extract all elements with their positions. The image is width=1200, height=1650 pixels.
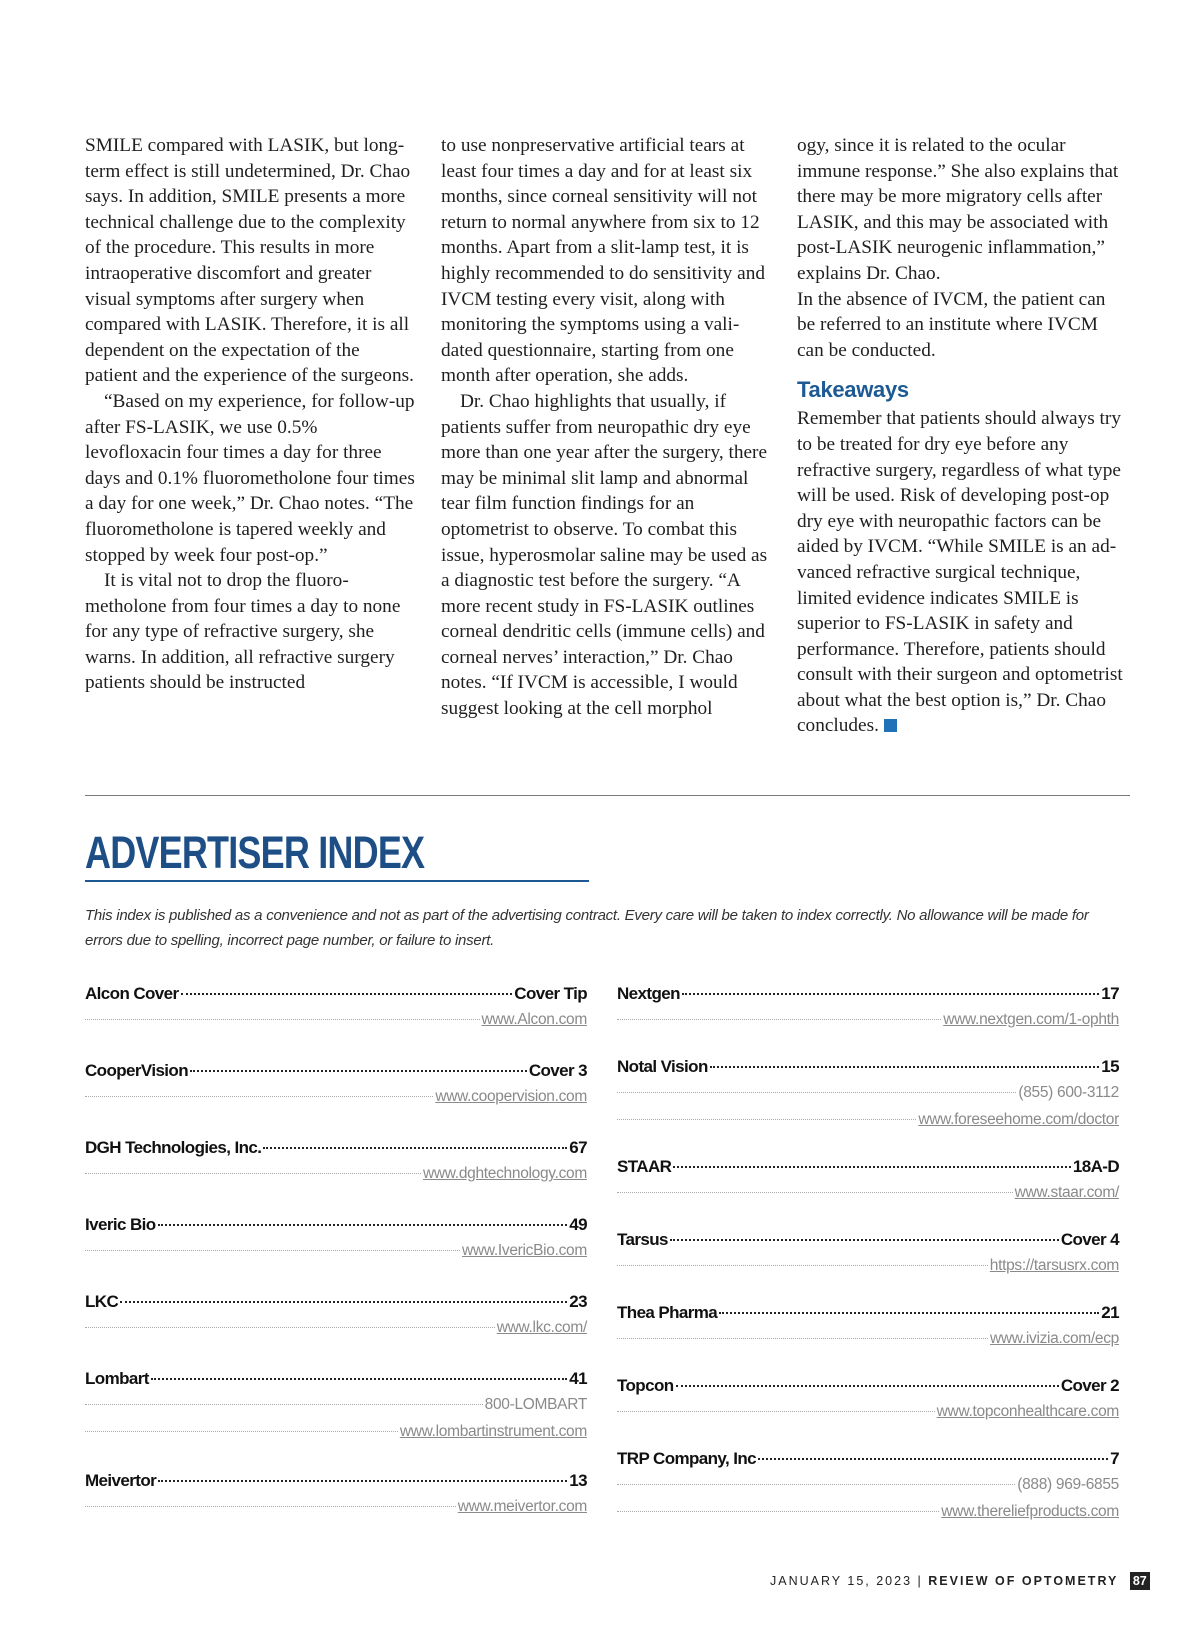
dot-leader (120, 1284, 567, 1303)
advertiser-website-link[interactable]: https://tarsusrx.com (989, 1257, 1119, 1274)
advertiser-contact-row (85, 1083, 587, 1110)
advertiser-entry (85, 1057, 587, 1110)
advertiser-list-left (85, 980, 587, 1520)
page-number: 87 (1130, 1572, 1150, 1590)
dot-leader (85, 1389, 483, 1406)
advertiser-website-link[interactable]: www.meivertor.com (457, 1498, 587, 1515)
end-mark-icon (884, 719, 897, 732)
advertiser-name: Notal Vision (617, 1057, 708, 1076)
dot-leader (85, 1312, 495, 1329)
advertiser-entry (85, 980, 587, 1033)
advertiser-contact-row (617, 1398, 1119, 1425)
dot-leader (617, 1469, 1015, 1486)
footer-separator: | (917, 1574, 923, 1588)
advertiser-entry (617, 1445, 1119, 1525)
dot-leader (673, 1149, 1071, 1168)
advertiser-name: LKC (85, 1292, 119, 1311)
advertiser-name: TRP Company, Inc (617, 1449, 757, 1468)
advertiser-entry (85, 1211, 587, 1264)
advertiser-entry (617, 1226, 1119, 1279)
takeaways-paragraph (797, 406, 1127, 739)
advertiser-website-link[interactable]: www.lombartinstrument.com (399, 1423, 587, 1440)
advertiser-page: 41 (569, 1369, 587, 1388)
advertiser-entry (85, 1467, 587, 1520)
advertiser-page: 7 (1110, 1449, 1119, 1468)
advertiser-row (85, 1057, 587, 1083)
advertiser-row (617, 1299, 1119, 1325)
article-paragraph: to use nonpreservative artificial tears at least four times a day and for at least six months, since corneal sensitivity will not return to normal anywhere from six to 12 months. Apart from a slit-lamp test, it is highly recommended to do sensitivity and IVCM testing every visit, along with monitoring the symptoms using a validated questionnaire, starting from one month after operation, she adds. (441, 135, 765, 387)
advertiser-contact-row (85, 1237, 587, 1264)
advertiser-website-link[interactable]: www.Alcon.com (481, 1011, 587, 1028)
advertiser-entry (85, 1134, 587, 1187)
advertiser-contact-row (617, 1079, 1119, 1106)
advertiser-website-link[interactable]: www.ivizia.com/ecp (990, 1330, 1119, 1347)
dot-leader (151, 1361, 567, 1380)
dot-leader (85, 1158, 421, 1175)
advertiser-page: Cover 2 (1060, 1376, 1119, 1395)
advertiser-name: DGH Technologies, Inc. (85, 1138, 262, 1157)
dot-leader (158, 1463, 567, 1482)
dot-leader (263, 1130, 567, 1149)
advertiser-website-link[interactable]: www.IvericBio.com (462, 1242, 587, 1259)
dot-leader (190, 1053, 527, 1072)
article-paragraph: ogy, since it is related to the ocular immune response.” She also explains that there may be more migratory cells after LASIK, and this may be associated with post-LASIK neurogenic inflammation,” explains Dr. Chao. (797, 135, 1119, 284)
dot-leader (617, 1177, 1013, 1194)
article-column-1 (85, 133, 415, 696)
advertiser-row (85, 1134, 587, 1160)
dot-leader (617, 1496, 939, 1513)
advertiser-row (617, 1372, 1119, 1398)
advertiser-row (85, 1467, 587, 1493)
section-divider (85, 795, 1130, 796)
advertiser-row (617, 1445, 1119, 1471)
article-paragraph: It is vital not to drop the fluorometholone from four times a day to none for any type of refractive surgery, she warns. In addition, all refractive surgery patients should be instructed (85, 570, 401, 694)
advertiser-contact-row (85, 1418, 587, 1445)
dot-leader (676, 1368, 1059, 1387)
dot-leader (85, 1491, 456, 1508)
dot-leader (181, 976, 513, 995)
dot-leader (710, 1049, 1100, 1068)
advertiser-contact-row (617, 1471, 1119, 1498)
title-underline (85, 880, 589, 882)
advertiser-name: Lombart (85, 1369, 149, 1388)
advertiser-name: CooperVision (85, 1061, 189, 1080)
advertiser-website-link[interactable]: www.lkc.com/ (496, 1319, 587, 1336)
advertiser-row (85, 1288, 587, 1314)
advertiser-row (617, 1226, 1119, 1252)
advertiser-contact-row (617, 1498, 1119, 1525)
advertiser-row (85, 1211, 587, 1237)
article-paragraph: In the absence of IVCM, the patient can be referred to an institute where IVCM can be conducted. (797, 288, 1106, 361)
advertiser-name: Alcon Cover (85, 984, 179, 1003)
dot-leader (617, 1004, 941, 1021)
advertiser-page: 49 (569, 1215, 587, 1234)
advertiser-entry (617, 1153, 1119, 1206)
advertiser-page: 21 (1101, 1303, 1119, 1322)
article-paragraph: Dr. Chao highlights that usually, if patients suffer from neuropathic dry eye more than one year after the surgery, there may be minimal slit lamp and abnormal tear film function findings for an optometrist to observe. To combat this issue, hyperosmolar saline may be used as a diagnostic test before the surgery. “A more recent study in FS-LASIK outlines corneal dendritic cells (immune cells) and corneal nerves’ interaction,” Dr. Chao notes. “If IVCM is accessible, I would suggest looking at the cell morphol (441, 390, 768, 720)
advertiser-website-link[interactable]: www.dghtechnology.com (422, 1165, 587, 1182)
takeaways-text: Remember that patients should always try to be treated for dry eye before any refractive surgery, regardless of what type will be used. Risk of developing post-op dry eye with neuropathic factors can be aided by IVCM. “While SMILE is an advanced refractive surgical technique, limited evidence indicates SMILE is superior to FS-LASIK in safety and performance. Therefore, patients should consult with their surgeon and optometrist about what the best option is,” Dr. Chao concludes. (797, 408, 1123, 737)
advertiser-contact-row (617, 1325, 1119, 1352)
advertiser-page: 67 (569, 1138, 587, 1157)
advertiser-entry (617, 1372, 1119, 1425)
dot-leader (617, 1323, 988, 1340)
advertiser-list-right (617, 980, 1119, 1525)
advertiser-phone: 800-LOMBART (484, 1396, 587, 1413)
publication-name: REVIEW OF OPTOMETRY (928, 1574, 1119, 1588)
advertiser-name: Nextgen (617, 984, 680, 1003)
dot-leader (617, 1250, 988, 1267)
article-column-2 (441, 133, 771, 722)
advertiser-row (617, 1153, 1119, 1179)
article-paragraph: SMILE compared with LASIK, but long-term effect is still undetermined, Dr. Chao says. In addition, SMILE presents a more technical challenge due to the complexity of the procedure. This results in more intraoperative discomfort and greater visual symptoms after surgery when compared with LASIK. Therefore, it is all dependent on the expectation of the patient and the experience of the surgeons. (85, 135, 414, 387)
advertiser-contact-row (617, 1179, 1119, 1206)
advertiser-row (617, 1053, 1119, 1079)
advertiser-index-disclaimer: This index is published as a convenience and not as part of the advertising contract. Every care will be taken to index correctly. No allowance will be made for errors due to spelling, incorrect page number, or failure to insert. (85, 907, 1089, 949)
advertiser-entry (85, 1365, 587, 1445)
advertiser-contact-row (617, 1006, 1119, 1033)
advertiser-website-link[interactable]: www.coopervision.com (435, 1088, 587, 1105)
advertiser-website-link[interactable]: www.nextgen.com/1-ophth (943, 1011, 1119, 1028)
dot-leader (719, 1295, 1099, 1314)
advertiser-page: Cover Tip (514, 984, 587, 1003)
dot-leader (617, 1396, 935, 1413)
advertiser-entry (85, 1288, 587, 1341)
dot-leader (158, 1207, 568, 1226)
dot-leader (85, 1235, 460, 1252)
dot-leader (670, 1222, 1059, 1241)
advertiser-entry (617, 1299, 1119, 1352)
advertiser-name: Thea Pharma (617, 1303, 718, 1322)
advertiser-phone: (888) 969-6855 (1017, 1476, 1119, 1493)
advertiser-page: Cover 3 (528, 1061, 587, 1080)
advertiser-website-link[interactable]: www.foreseehome.com/doctor (918, 1111, 1119, 1128)
advertiser-name: Meivertor (85, 1471, 157, 1490)
advertiser-contact-row (617, 1252, 1119, 1279)
dot-leader (682, 976, 1099, 995)
advertiser-page: 17 (1101, 984, 1119, 1003)
advertiser-contact-row (85, 1314, 587, 1341)
advertiser-contact-row (85, 1493, 587, 1520)
advertiser-name: Iveric Bio (85, 1215, 156, 1234)
dot-leader (617, 1104, 916, 1121)
advertiser-index-title: ADVERTISER INDEX (85, 827, 425, 878)
advertiser-name: Tarsus (617, 1230, 668, 1249)
issue-date: JANUARY 15, 2023 (770, 1574, 913, 1588)
dot-leader (85, 1416, 398, 1433)
advertiser-entry (617, 1053, 1119, 1133)
advertiser-page: 18A-D (1072, 1157, 1119, 1176)
advertiser-page: 23 (569, 1292, 587, 1311)
advertiser-website-link[interactable]: www.staar.com/ (1014, 1184, 1119, 1201)
advertiser-entry (617, 980, 1119, 1033)
advertiser-website-link[interactable]: www.thereliefproducts.com (941, 1503, 1119, 1520)
dot-leader (617, 1077, 1016, 1094)
advertiser-website-link[interactable]: www.topconhealthcare.com (936, 1403, 1119, 1420)
advertiser-contact-row (85, 1160, 587, 1187)
advertiser-row (85, 1365, 587, 1391)
page-footer (770, 1570, 1147, 1592)
advertiser-page: Cover 4 (1060, 1230, 1119, 1249)
dot-leader (758, 1441, 1108, 1460)
advertiser-name: STAAR (617, 1157, 672, 1176)
dot-leader (85, 1004, 480, 1021)
article-body (85, 133, 1125, 773)
advertiser-name: Topcon (617, 1376, 674, 1395)
advertiser-contact-row (617, 1106, 1119, 1133)
article-column-3 (797, 133, 1127, 739)
advertiser-contact-row (85, 1391, 587, 1418)
advertiser-page: 13 (569, 1471, 587, 1490)
advertiser-contact-row (85, 1006, 587, 1033)
dot-leader (85, 1081, 433, 1098)
takeaways-heading: Takeaways (797, 377, 909, 403)
advertiser-phone: (855) 600-3112 (1018, 1084, 1119, 1101)
advertiser-row (617, 980, 1119, 1006)
advertiser-row (85, 980, 587, 1006)
article-paragraph: “Based on my experience, for follow-up after FS-LASIK, we use 0.5% levofloxacin four times a day for three days and 0.1% fluorometholone four times a day for one week,” Dr. Chao notes. “The fluorometholone is tapered weekly and stopped by week four post-op.” (85, 390, 415, 566)
advertiser-page: 15 (1101, 1057, 1119, 1076)
